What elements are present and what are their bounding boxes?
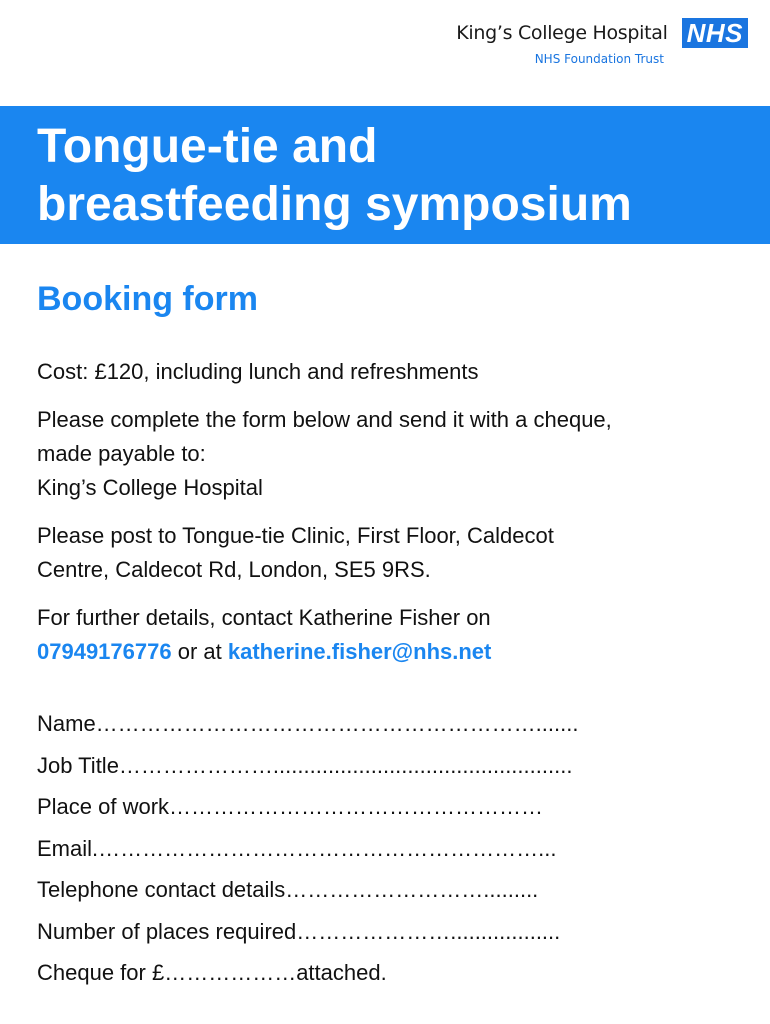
instructions-line-3: King’s College Hospital bbox=[37, 475, 263, 500]
place-of-work-field[interactable]: Place of work…………………………………………… bbox=[37, 794, 544, 819]
contact-line-2 bbox=[37, 635, 737, 669]
nhs-badge: NHS bbox=[682, 18, 748, 48]
places-required-field[interactable]: Number of places required………………….................. bbox=[37, 918, 561, 944]
title-banner bbox=[0, 106, 770, 244]
telephone-field[interactable]: Telephone contact details………………………......... bbox=[37, 877, 539, 902]
postal-address bbox=[37, 519, 737, 587]
org-name: King’s College Hospital bbox=[456, 22, 668, 44]
instructions-text bbox=[37, 403, 737, 505]
booking-info bbox=[37, 280, 737, 683]
email-link[interactable]: katherine.fisher@nhs.net bbox=[227, 639, 492, 664]
name-field[interactable]: Name……………………………………………………....... bbox=[37, 711, 579, 736]
phone-link[interactable]: 07949176776 bbox=[37, 639, 172, 664]
or-at-text: or at bbox=[171, 639, 228, 664]
email-field[interactable]: Email.……………………………………………………... bbox=[37, 835, 557, 861]
address-line-1: Please post to Tongue-tie Clinic, First Floor, Caldecot bbox=[37, 523, 554, 548]
booking-form-fields bbox=[37, 703, 737, 994]
section-title: Booking form bbox=[37, 280, 258, 318]
instructions-line-2: made payable to: bbox=[37, 441, 206, 466]
instructions-line-1: Please complete the form below and send it with a cheque, bbox=[37, 407, 612, 432]
cheque-amount-field[interactable]: Cheque for £………………attached. bbox=[37, 960, 387, 985]
job-title-field[interactable]: Job Title…………………................................................. bbox=[37, 752, 573, 778]
cost-line: Cost: £120, including lunch and refreshments bbox=[37, 359, 479, 384]
contact-details bbox=[37, 601, 737, 669]
org-subtitle: NHS Foundation Trust bbox=[534, 52, 664, 66]
cost-text bbox=[37, 355, 737, 389]
page-title bbox=[0, 106, 770, 234]
hospital-logo bbox=[456, 18, 748, 66]
title-line-1: Tongue-tie and bbox=[37, 120, 378, 173]
address-line-2: Centre, Caldecot Rd, London, SE5 9RS. bbox=[37, 557, 431, 582]
contact-line-1: For further details, contact Katherine Fisher on bbox=[37, 605, 491, 630]
title-line-2: breastfeeding symposium bbox=[37, 178, 632, 231]
